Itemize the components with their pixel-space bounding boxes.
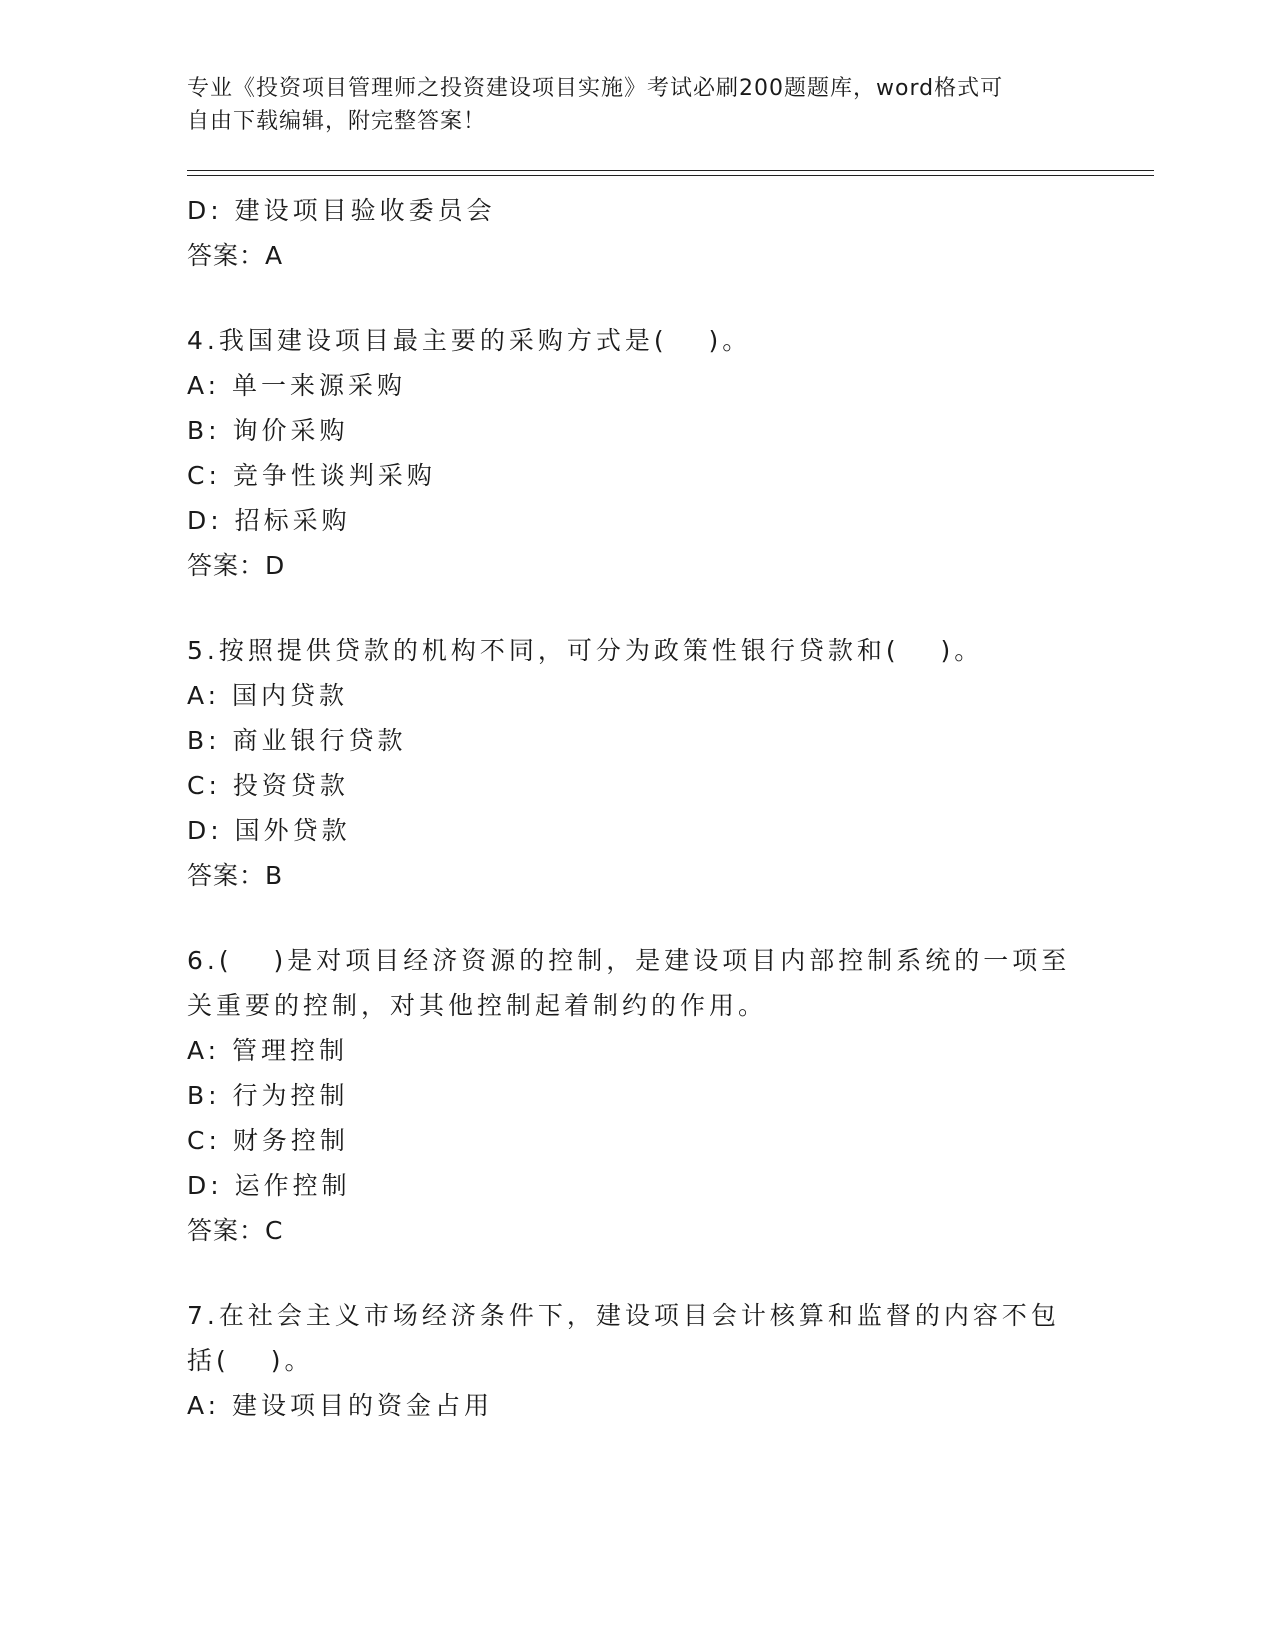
question-stem-line-1: 7.在社会主义市场经济条件下，建设项目会计核算和监督的内容不包 (187, 1301, 1060, 1330)
question-3-tail (187, 188, 1087, 278)
question-stem: 4.我国建设项目最主要的采购方式是( )。 (187, 326, 752, 355)
answer: 答案：A (187, 241, 284, 270)
question-4 (187, 318, 1087, 588)
option-a: A: 单一来源采购 (187, 371, 407, 400)
question-stem-line-2: 括( )。 (187, 1346, 314, 1375)
option-a: A: 国内贷款 (187, 681, 349, 710)
option-c: C: 投资贷款 (187, 771, 349, 800)
option-b: B: 行为控制 (187, 1081, 349, 1110)
document-header (187, 72, 1087, 138)
option-c: C: 竞争性谈判采购 (187, 461, 436, 490)
answer: 答案：C (187, 1216, 284, 1245)
option-a: A: 管理控制 (187, 1036, 349, 1065)
question-7 (187, 1293, 1087, 1428)
question-5 (187, 628, 1087, 898)
option-c: C: 财务控制 (187, 1126, 349, 1155)
header-rule-bottom (187, 175, 1154, 176)
option-a: A: 建设项目的资金占用 (187, 1391, 494, 1420)
option-b: B: 商业银行贷款 (187, 726, 407, 755)
option-b: B: 询价采购 (187, 416, 349, 445)
answer: 答案：D (187, 551, 286, 580)
option-d: D: 国外贷款 (187, 816, 351, 845)
question-list (187, 188, 1087, 1428)
question-stem (187, 1293, 1087, 1383)
question-stem: 5.按照提供贷款的机构不同，可分为政策性银行贷款和( )。 (187, 636, 984, 665)
option-d: D: 招标采购 (187, 506, 351, 535)
question-stem (187, 938, 1087, 1028)
question-stem-line-1: 6.( )是对项目经济资源的控制，是建设项目内部控制系统的一项至 (187, 946, 1071, 975)
answer: 答案：B (187, 861, 284, 890)
question-6 (187, 938, 1087, 1253)
header-line-1: 专业《投资项目管理师之投资建设项目实施》考试必刷200题题库，word格式可 (187, 76, 1004, 101)
header-line-2: 自由下载编辑，附完整答案！ (187, 109, 487, 134)
option-d: D: 建设项目验收委员会 (187, 196, 496, 225)
question-stem-line-2: 关重要的控制，对其他控制起着制约的作用。 (187, 991, 768, 1020)
header-rule-top (187, 170, 1154, 171)
option-d: D: 运作控制 (187, 1171, 351, 1200)
